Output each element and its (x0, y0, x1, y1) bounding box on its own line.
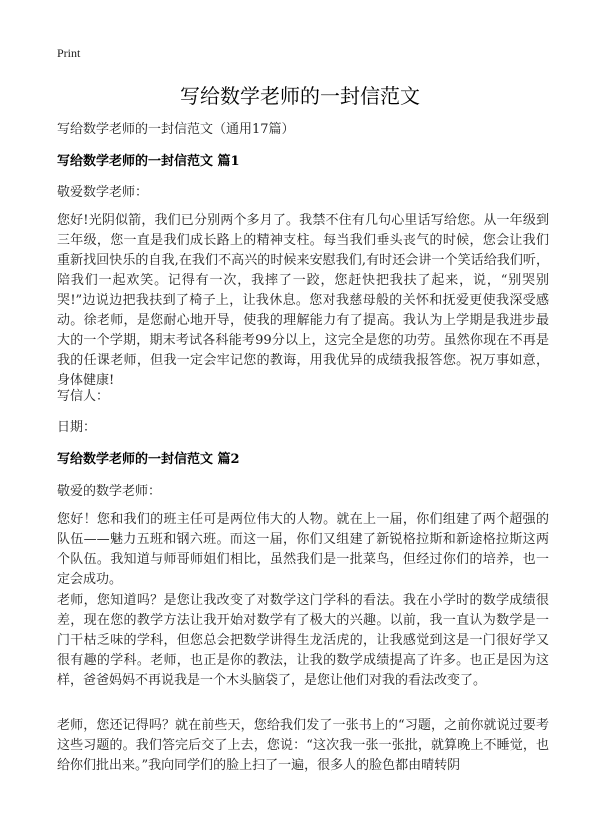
subtitle: 写给数学老师的一封信范文（通用17篇） (57, 122, 295, 137)
section-2-paragraph-3: 老师，您还记得吗？就在前些天，您给我们发了一张书上的“习题，之前你就说过要考这些习题的。我们答完后交了上去，您说：“这次我一张一张批，就算晚上不睡觉，也给你们批出来。”我向同学们的脸上扫了一遍，很多人的脸色都由晴转阴 (57, 718, 549, 773)
section-1-signer: 写信人： (57, 389, 110, 404)
section-1-date: 日期： (57, 420, 97, 435)
section-1-heading: 写给数学老师的一封信范文 篇1 (57, 154, 240, 169)
section-2-paragraph-1: 您好！您和我们的班主任可是两位伟大的人物。就在上一届，你们组建了两个超强的队伍——魅力五班和钢六班。而这一届，你们又组建了新锐格拉斯和新途格拉斯这两个队伍。我知道与师哥师姐们相比，虽然我们是一批菜鸟，但经过你们的培养，也一定会成功。 (57, 512, 549, 587)
print-link[interactable]: Print (57, 46, 81, 60)
section-2-heading: 写给数学老师的一封信范文 篇2 (57, 452, 240, 467)
section-1-greeting: 敬爱数学老师： (57, 185, 149, 200)
page-title: 写给数学老师的一封信范文 (180, 84, 420, 108)
section-2-paragraph-2: 老师，您知道吗？是您让我改变了对数学这门学科的看法。我在小学时的数学成绩很差，现在您的教学方法让我开始对数学有了极大的兴趣。以前，我一直认为数学是一门干枯乏味的学科，但您总会把数学讲得生龙活虎的，让我感觉到这是一门很好学又很有趣的学科。老师，也正是你的教法，让我的数学成绩提高了许多。也正是因为这样，爸爸妈妈不再说我是一个木头脑袋了，是您让他们对我的看法改变了。 (57, 593, 549, 688)
section-2-greeting: 敬爱的数学老师： (57, 484, 162, 499)
section-1-paragraph: 您好!光阴似箭，我们已分别两个多月了。我禁不住有几句心里话写给您。从一年级到三年级，您一直是我们成长路上的精神支柱。每当我们垂头丧气的时候，您会让我们重新找回快乐的自我,在我们不高兴的时候来安慰我们,有时还会讲一个笑话给我们听，陪我们一起欢笑。记得有一次，我摔了一跤，您赶快把我扶了起来，说，“别哭别哭!”边说边把我扶到了椅子上，让我休息。您对我慈母般的关怀和抚爱更使我深受感动。徐老师，是您耐心地开导，使我的理解能力有了提高。我认为上学期是我进步最大的一个学期，期末考试各科能考99分以上，这完全是您的功劳。虽然你现在不再是我的任课老师，但我一定会牢记您的教诲，用我优异的成绩我报答您。祝万事如意，身体健康! (57, 213, 549, 388)
